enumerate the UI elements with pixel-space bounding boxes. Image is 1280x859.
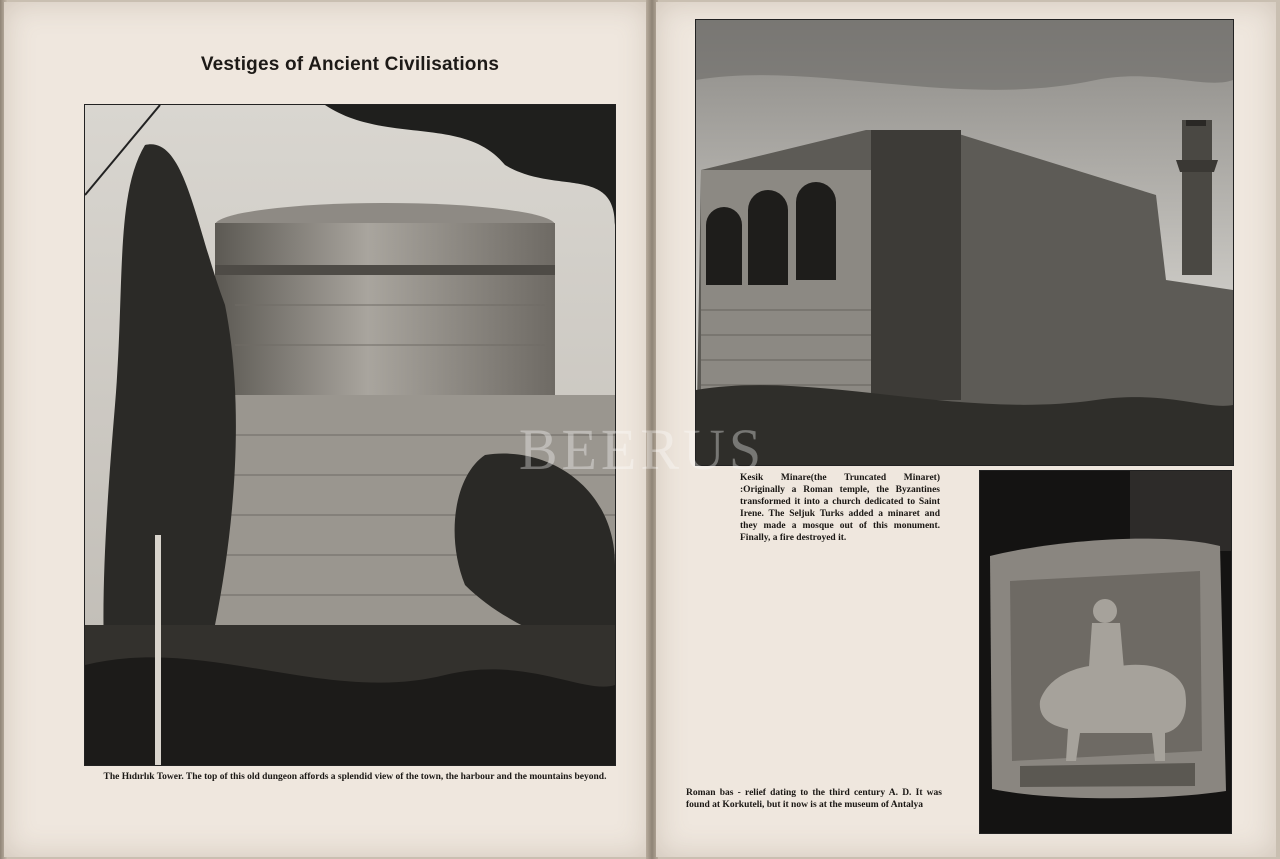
page-title: Vestiges of Ancient Civilisations	[200, 54, 500, 75]
relief-photo-image	[980, 471, 1231, 833]
minaret-caption: Kesik Minare(the Truncated Minaret) :Originally a Roman temple, the Byzantines transformed it into a church dedicated to Saint Irene. The Seljuk Turks added a minaret and they made a mosque out of this monument. Finally, a fire destroyed it.	[740, 473, 940, 543]
relief-caption: Roman bas - relief dating to the third century A. D. It was found at Korkuteli, but it now is at the museum of Antalya	[686, 788, 942, 810]
relief-photo	[979, 470, 1232, 834]
minaret-photo	[695, 19, 1234, 466]
watermark: BEERUS	[518, 417, 766, 482]
tower-photo-image	[85, 105, 615, 765]
tower-caption: The Hıdırlık Tower. The top of this old dungeon affords a splendid view of the town, the harbour and the mountains beyond.	[103, 772, 607, 782]
tower-photo	[84, 104, 616, 766]
minaret-photo-image	[696, 20, 1233, 465]
